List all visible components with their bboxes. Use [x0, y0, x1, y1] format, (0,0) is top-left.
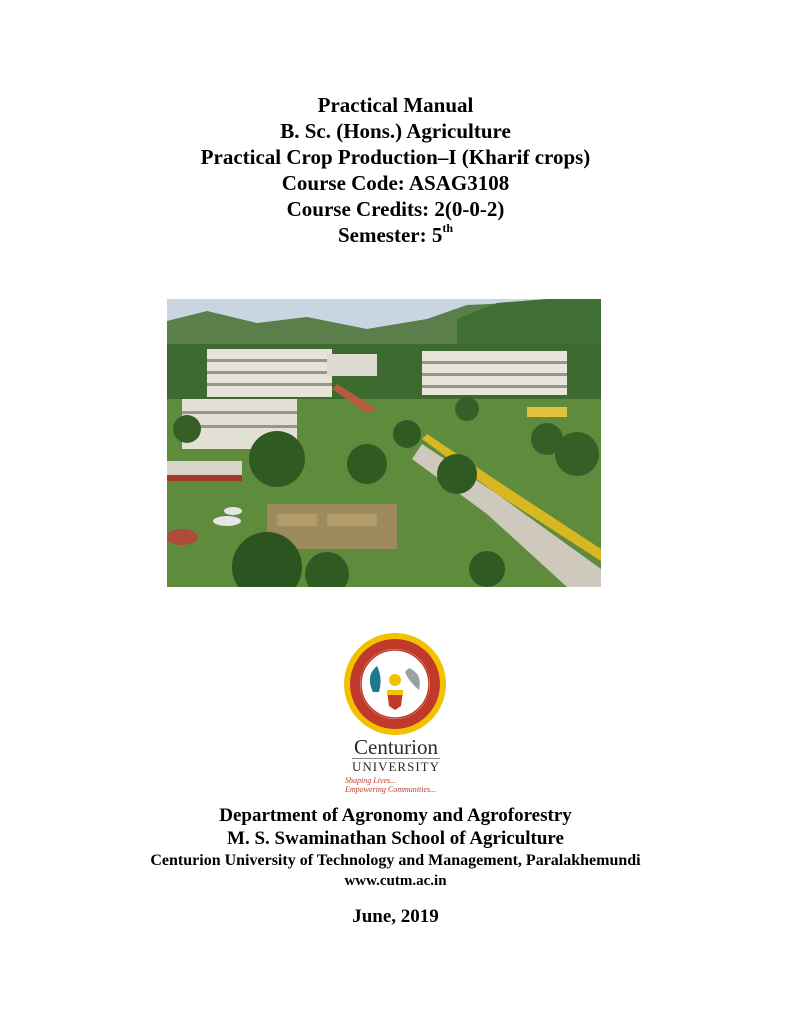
- university-seal-icon: [343, 632, 447, 736]
- manual-title: Practical Manual: [317, 93, 474, 117]
- university-name: Centurion University of Technology and Management, Paralakhemundi: [150, 852, 641, 869]
- degree-title: B. Sc. (Hons.) Agriculture: [280, 119, 511, 143]
- publication-date: June, 2019: [352, 906, 439, 927]
- brand-wordmark: [340, 736, 452, 794]
- brand-sub: UNIVERSITY: [352, 759, 440, 774]
- course-code: Course Code: ASAG3108: [281, 171, 510, 195]
- course-title: Practical Crop Production–I (Kharif crops): [200, 145, 591, 169]
- school-name: M. S. Swaminathan School of Agriculture: [227, 828, 564, 849]
- semester-text: Semester: 5: [337, 223, 443, 247]
- brand-tagline-1: Shaping Lives...: [345, 776, 397, 785]
- brand-name: Centurion: [354, 735, 438, 759]
- title-block: [0, 92, 791, 248]
- semester-superscript: th: [442, 221, 454, 235]
- university-logo: [340, 632, 452, 802]
- brand-tagline-2: Empowering Communities...: [345, 785, 437, 794]
- website: www.cutm.ac.in: [344, 873, 447, 889]
- campus-photo: [167, 299, 601, 587]
- footer-block: [0, 805, 791, 891]
- course-credits: Course Credits: 2(0-0-2): [286, 197, 505, 221]
- semester: [0, 222, 791, 248]
- department-name: Department of Agronomy and Agroforestry: [219, 805, 572, 826]
